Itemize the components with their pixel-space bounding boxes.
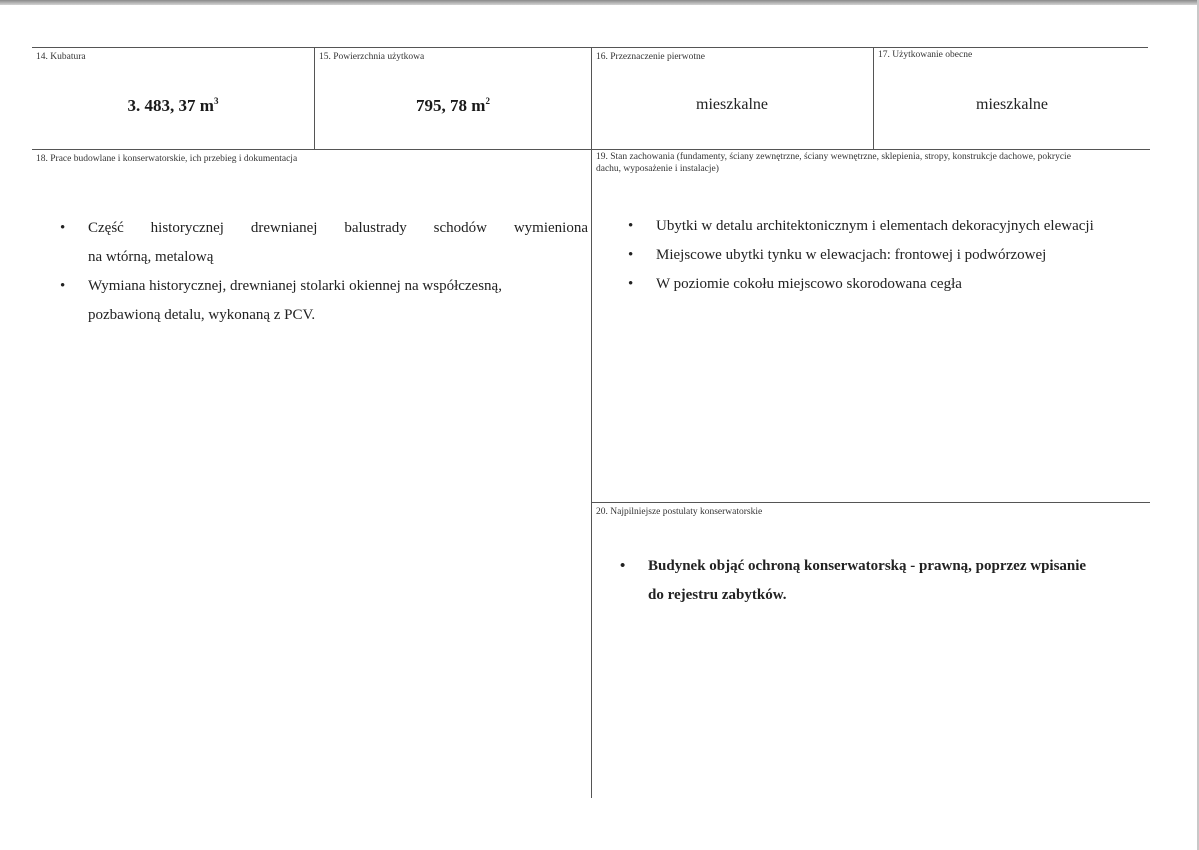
bullet-icon: • xyxy=(628,276,634,292)
field-20-line-2: do rejestru zabytków. xyxy=(648,587,787,603)
field-14-exponent: 3 xyxy=(213,96,219,106)
field-19-label-line-1: 19. Stan zachowania (fundamenty, ściany zewnętrzne, ściany wewnętrzne, sklepienia, stropy, konstrukcje dachowe, pokrycie xyxy=(596,152,1071,162)
list-item xyxy=(60,214,588,272)
field-18-item-1-line-1: Część historycznej drewnianej balustrady schodów wymieniona xyxy=(88,220,588,236)
rule-top xyxy=(32,47,1148,48)
bullet-icon: • xyxy=(628,247,634,263)
field-18-item-2-line-2: pozbawioną detalu, wykonaną z PCV. xyxy=(88,307,316,323)
scan-edge-top xyxy=(0,0,1199,5)
field-15-label: 15. Powierzchnia użytkowa xyxy=(319,52,425,62)
rule-col3 xyxy=(873,47,874,150)
field-19-list xyxy=(628,212,1148,299)
field-20-line-1: Budynek objąć ochroną konserwatorską - prawną, poprzez wpisanie xyxy=(648,558,1087,574)
list-item xyxy=(620,552,1120,610)
bullet-icon: • xyxy=(628,218,634,234)
field-19-label-line-2: dachu, wyposażenie i instalacje) xyxy=(596,164,719,174)
field-14-value xyxy=(36,96,310,116)
field-15-exponent: 2 xyxy=(485,96,490,106)
field-14-label: 14. Kubatura xyxy=(36,52,86,62)
field-19-item-3: W poziomie cokołu miejscowo skorodowana cegła xyxy=(656,276,962,292)
rule-col2 xyxy=(591,47,592,798)
list-item xyxy=(628,241,1148,270)
field-17-value: mieszkalne xyxy=(976,96,1048,113)
list-item xyxy=(628,270,1148,299)
field-18-label: 18. Prace budowlane i konserwatorskie, ich przebieg i dokumentacja xyxy=(36,154,298,164)
bullet-icon: • xyxy=(60,220,66,236)
field-18-list xyxy=(60,214,588,330)
field-19-item-1: Ubytki w detalu architektonicznym i elementach dekoracyjnych elewacji xyxy=(656,218,1094,234)
field-16-value: mieszkalne xyxy=(696,96,768,113)
field-18-item-1-line-2: na wtórną, metalową xyxy=(88,249,214,265)
bullet-icon: • xyxy=(620,558,626,574)
field-15-number: 795, 78 m xyxy=(416,96,486,115)
field-19-label xyxy=(596,151,1148,175)
field-14-number: 3. 483, 37 m xyxy=(127,96,214,115)
list-item xyxy=(60,272,588,330)
rule-field20-top xyxy=(591,502,1150,503)
bullet-icon: • xyxy=(60,278,66,294)
field-17-label: 17. Użytkowanie obecne xyxy=(878,50,973,60)
field-18-item-2-line-1: Wymiana historycznej, drewnianej stolarki okiennej na współczesną, xyxy=(88,278,502,294)
field-19-item-2: Miejscowe ubytki tynku w elewacjach: frontowej i podwórzowej xyxy=(656,247,1047,263)
field-16-label: 16. Przeznaczenie pierwotne xyxy=(596,52,705,62)
field-20-list xyxy=(620,552,1120,610)
list-item xyxy=(628,212,1148,241)
field-20-label: 20. Najpilniejsze postulaty konserwatorskie xyxy=(596,507,763,517)
rule-col1 xyxy=(314,47,315,150)
field-15-value xyxy=(318,96,588,116)
